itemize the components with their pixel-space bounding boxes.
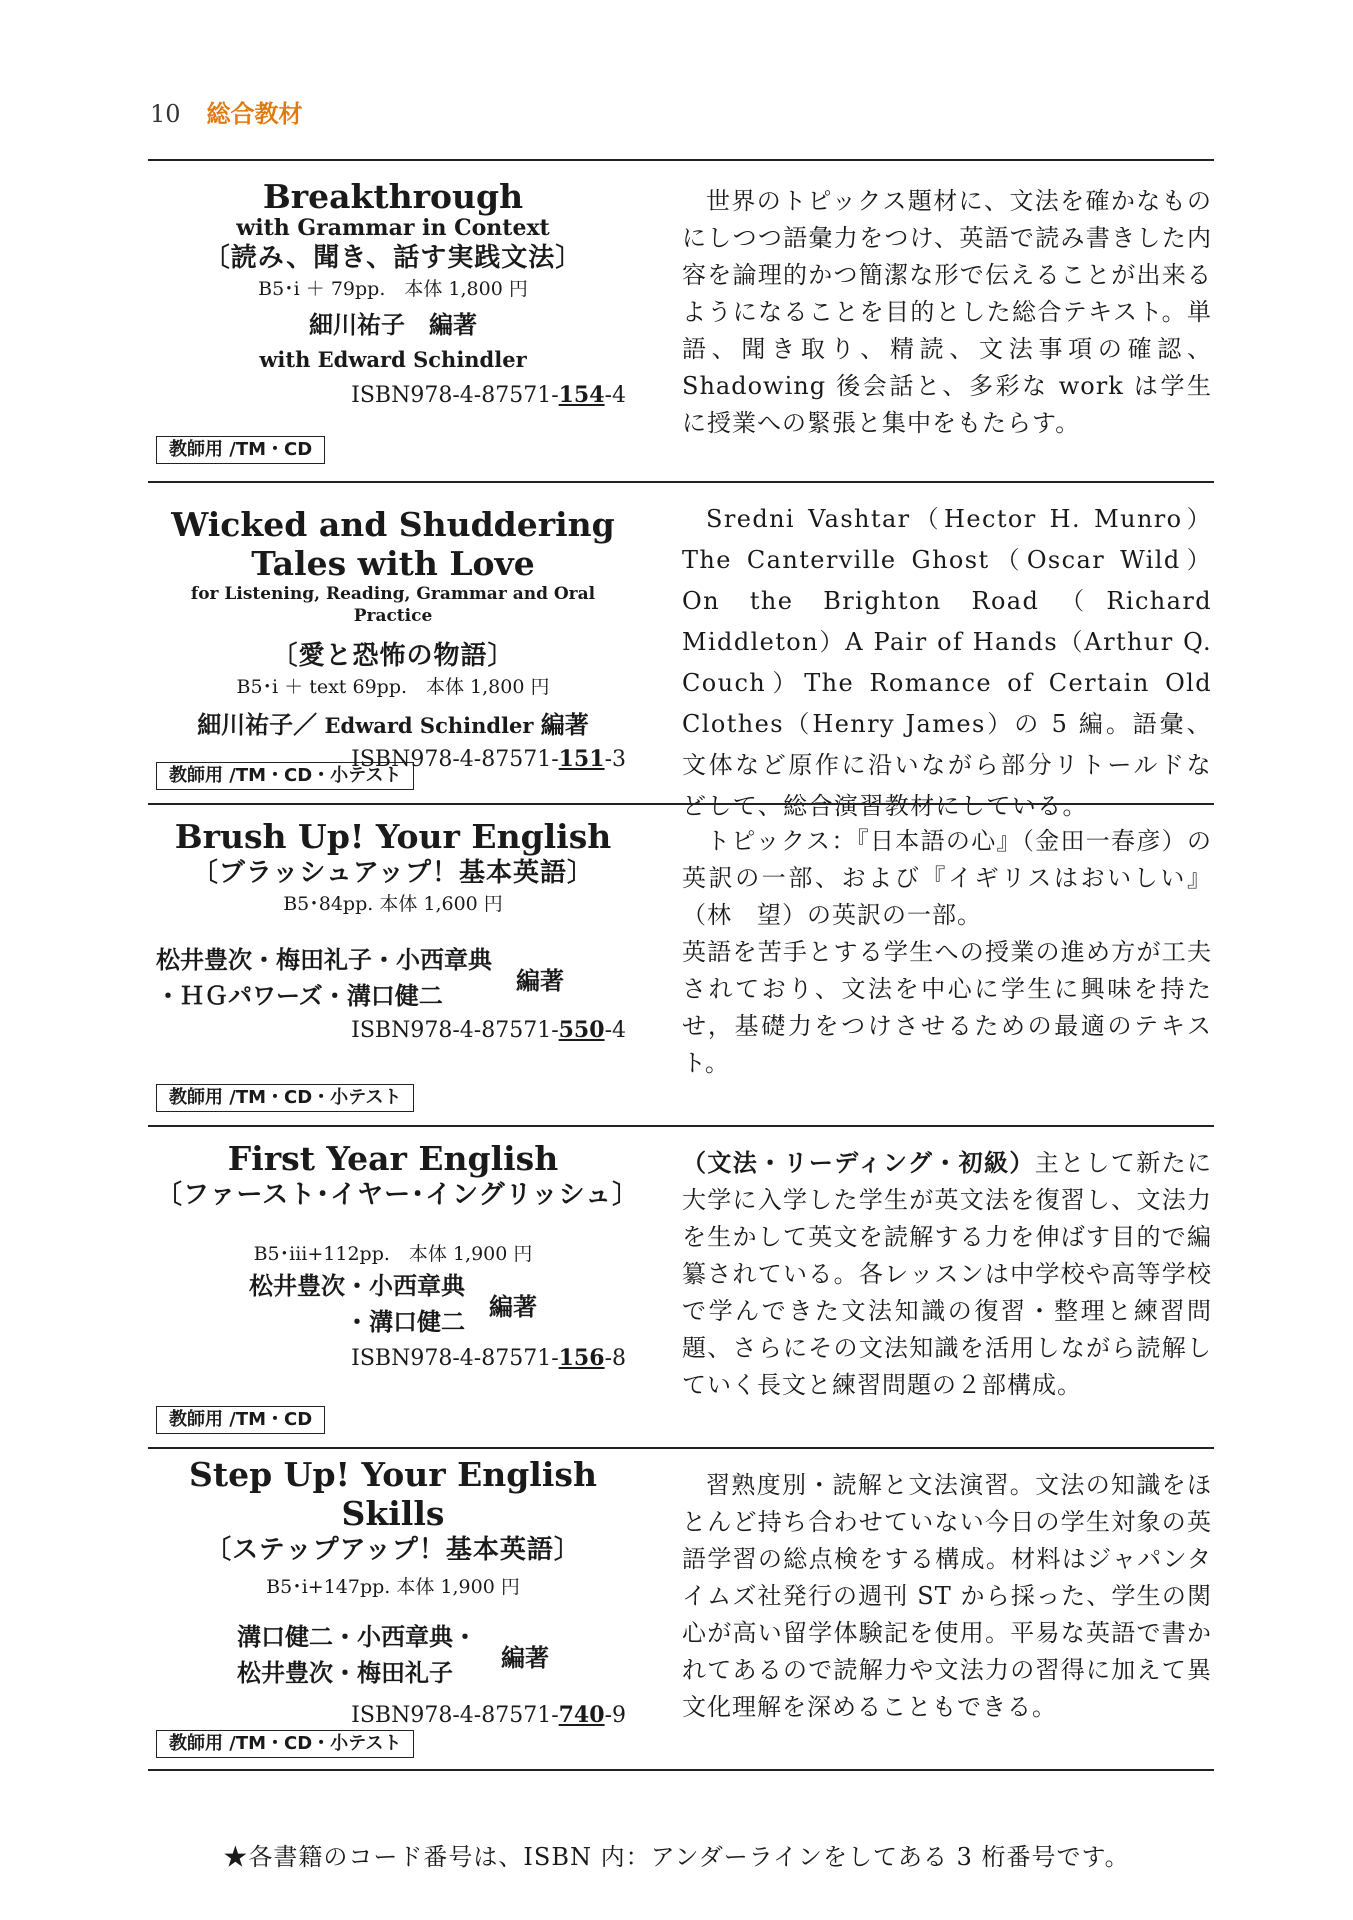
book-subtitle: for Listening, Reading, Grammar and Oral Practice: [190, 584, 596, 626]
book-title-ja: 〔ステップアップ！基本英語〕: [205, 1535, 581, 1565]
book-authors: 松井豊次・小西章典 ・溝口健二 編著: [249, 1272, 537, 1336]
isbn-code: 154: [558, 382, 605, 408]
teacher-material-badge: 教師用 /TM・CD・小テスト: [156, 1084, 414, 1112]
book-title: Wicked and Shuddering Tales with Love: [171, 505, 615, 583]
footer-note: ★各書籍のコード番号は、ISBN 内：アンダーラインをしてある 3 桁番号です。: [223, 1843, 1130, 1871]
isbn: ISBN978-4-87571-156-8: [351, 1345, 626, 1371]
book-authors: 松井豊次・梅田礼子・小西章典 ・ＨＧパワーズ・溝口健二 編著: [156, 946, 564, 1010]
isbn: ISBN978-4-87571-740-9: [351, 1702, 626, 1728]
isbn-code: 151: [558, 746, 605, 772]
book-author: 細川祐子 編著: [309, 311, 477, 339]
book-spec: B5･i ＋ text 69pp. 本体 1,800 円: [236, 676, 550, 698]
teacher-material-badge: 教師用 /TM・CD: [156, 436, 325, 464]
book-spec: B5･iii+112pp. 本体 1,900 円: [253, 1243, 533, 1265]
book-spec: B5･i ＋ 79pp. 本体 1,800 円: [258, 278, 528, 300]
book-entry-breakthrough: [148, 159, 1214, 481]
book-info: [148, 1127, 660, 1447]
teacher-material-badge: 教師用 /TM・CD・小テスト: [156, 1730, 414, 1758]
book-subtitle: with Grammar in Context: [236, 215, 550, 241]
page-number: 10: [150, 100, 181, 128]
book-info: [148, 805, 660, 1125]
book-authors: 溝口健二・小西章典・ 松井豊次・梅田礼子 編著: [237, 1623, 549, 1687]
book-title: Step Up! Your English Skills: [189, 1455, 597, 1533]
isbn: ISBN978-4-87571-550-4: [351, 1017, 626, 1043]
book-entry-step-up: [148, 1447, 1214, 1771]
book-title-ja: 〔ブラッシュアップ！基本英語〕: [191, 858, 595, 888]
book-title: Breakthrough: [262, 177, 524, 216]
book-description: トピックス：『日本語の心』（金田一春彦）の英訳の一部、および『イギリスはおいしい』（林 望）の英訳の一部。 英語を苦手とする学生への授業の進め方が工夫されており、文法を中心に学生に興味を持たせ，基礎力をつけさせるための最適のテキスト。: [682, 827, 1212, 1077]
book-info: [148, 483, 660, 803]
book-spec: B5･84pp. 本体 1,600 円: [283, 893, 503, 915]
isbn-code: 156: [558, 1345, 605, 1371]
book-description: （文法・リーディング・初級）主として新たに大学に入学した学生が英文法を復習し、文法力を生かして英文を読解する力を伸ばす目的で編纂されている。各レッスンは中学校や高等学校で学んできた文法知識の復習・整理と練習問題、さらにその文法知識を活用しながら読解していく長文と練習問題の２部構成。: [682, 1149, 1212, 1399]
book-title-ja: 〔ファースト･イヤー･イングリッシュ〕: [156, 1180, 640, 1210]
book-author: 細川祐子／ Edward Schindler 編著: [197, 711, 589, 739]
book-title: First Year English: [227, 1139, 559, 1178]
page-header: [150, 94, 303, 129]
isbn-code: 550: [558, 1017, 605, 1043]
book-title-ja: 〔愛と恐怖の物語〕: [271, 641, 515, 671]
book-entry-brush-up: [148, 803, 1214, 1125]
isbn-code: 740: [558, 1702, 605, 1728]
book-info: [148, 161, 660, 481]
book-entry-wicked-and-shuddering: [148, 481, 1214, 820]
isbn: ISBN978-4-87571-151-3: [351, 746, 626, 772]
teacher-material-badge: 教師用 /TM・CD・小テスト: [156, 762, 414, 790]
book-spec: B5･i+147pp. 本体 1,900 円: [266, 1576, 520, 1598]
book-description: 世界のトピックス題材に、文法を確かなものにしつつ語彙力をつけ、英語で読み書きした内容を論理的かつ簡潔な形で伝えることが出来るようになることを目的とした総合テキスト。単語、聞き取り、精読、文法事項の確認、Shadowing 後会話と、多彩な work は学生に授業への緊張と集中をもたらす。: [682, 187, 1212, 437]
book-catalog: [148, 159, 1214, 1771]
book-info: [148, 1449, 660, 1769]
section-title: 総合教材: [206, 100, 303, 128]
book-title-ja: 〔読み、聞き、話す実践文法〕: [203, 243, 583, 273]
book-author-en: with Edward Schindler: [259, 347, 527, 372]
book-description: Sredni Vashtar（Hector H. Munro）The Canterville Ghost（Oscar Wild）On the Brighton Road（Richard Middleton）A Pair of Hands（Arthur Q. Couch）The Romance of Certain Old Clothes（Henry James）の 5 編。語彙、文体など原作に沿いながら部分リトールドなどして、総合演習教材にしている。: [682, 505, 1212, 820]
book-title: Brush Up! Your English: [174, 817, 612, 856]
isbn: ISBN978-4-87571-154-4: [351, 382, 626, 408]
book-description: 習熟度別・読解と文法演習。文法の知識をほとんど持ち合わせていない今日の学生対象の英語学習の総点検をする構成。材料はジャパンタイムズ社発行の週刊 ST から採った、学生の関心が高い留学体験記を使用。平易な英語で書かれてあるので読解力や文法力の習得に加えて異文化理解を深めることもできる。: [682, 1471, 1212, 1721]
teacher-material-badge: 教師用 /TM・CD: [156, 1406, 325, 1434]
book-entry-first-year-english: [148, 1125, 1214, 1447]
